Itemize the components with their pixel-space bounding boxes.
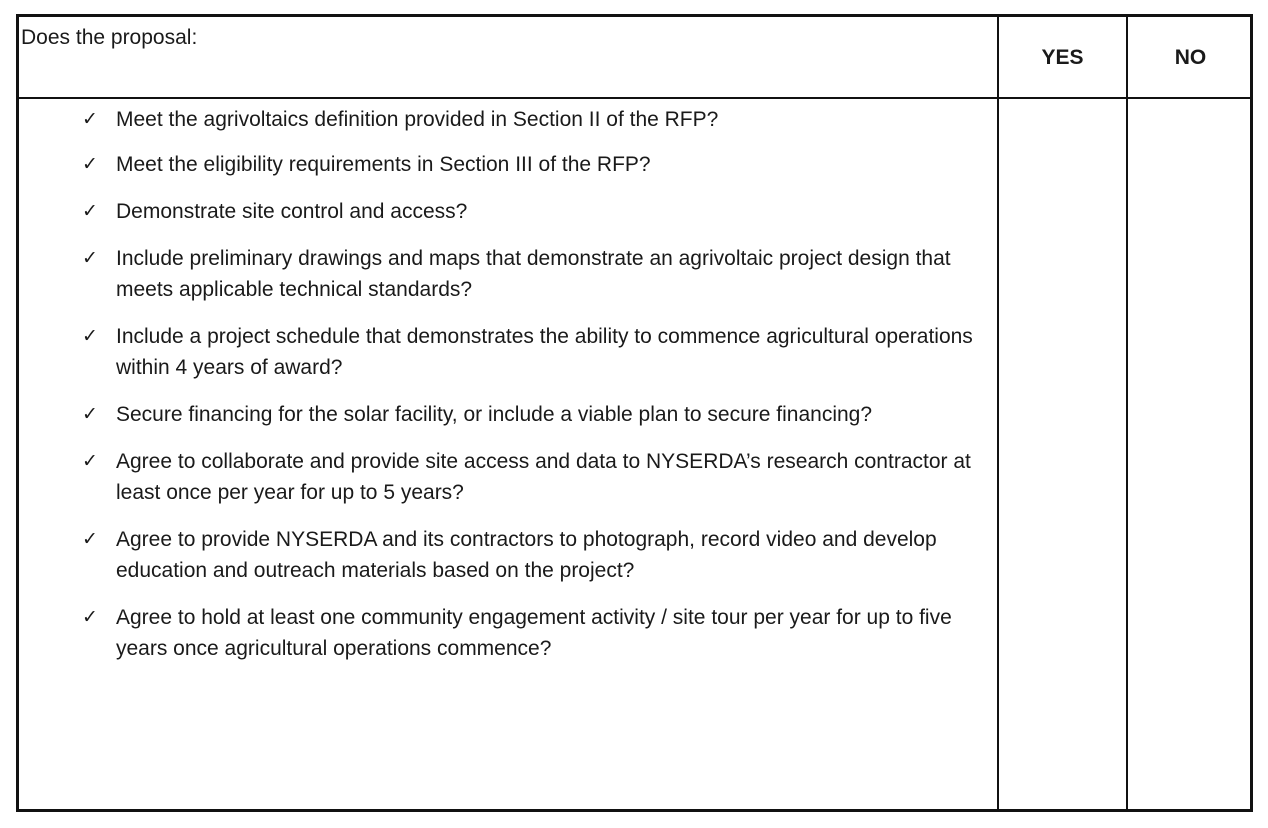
checkmark-icon: ✓ [82, 403, 98, 425]
criteria-item [19, 104, 997, 135]
criteria-text: Include a project schedule that demonstrates the ability to commence agricultural operations within 4 years of award? [116, 325, 973, 379]
criteria-text: Agree to hold at least one community engagement activity / site tour per year for up to five years once agricultural operations commence? [116, 606, 952, 660]
criteria-item [19, 524, 997, 586]
checkmark-icon: ✓ [82, 247, 98, 269]
criteria-list [19, 99, 997, 664]
criteria-item [19, 196, 997, 227]
no-column-divider [1126, 17, 1128, 809]
criteria-text: Include preliminary drawings and maps that demonstrate an agrivoltaic project design that meets applicable technical standards? [116, 247, 951, 301]
criteria-item [19, 602, 997, 664]
criteria-item [19, 321, 997, 383]
criteria-item [19, 149, 997, 180]
criteria-item [19, 399, 997, 430]
criteria-text: Secure financing for the solar facility, or include a viable plan to secure financing? [116, 403, 873, 426]
checkmark-icon: ✓ [82, 325, 98, 347]
checkmark-icon: ✓ [82, 606, 98, 628]
criteria-text: Demonstrate site control and access? [116, 200, 468, 223]
checkmark-icon: ✓ [82, 528, 98, 550]
eligibility-checklist-table [16, 14, 1253, 812]
yes-column-header: YES [1041, 46, 1084, 69]
table-header-row [19, 17, 1250, 99]
yes-column-divider [997, 17, 999, 809]
criteria-text: Meet the agrivoltaics definition provided in Section II of the RFP? [116, 108, 719, 131]
no-column-header: NO [1174, 46, 1207, 69]
criteria-text: Agree to provide NYSERDA and its contractors to photograph, record video and develop education and outreach materials based on the project? [116, 528, 937, 582]
criteria-text: Agree to collaborate and provide site access and data to NYSERDA’s research contractor at least once per year for up to 5 years? [116, 450, 971, 504]
checkmark-icon: ✓ [82, 450, 98, 472]
criteria-text: Meet the eligibility requirements in Section III of the RFP? [116, 153, 651, 176]
question-heading: Does the proposal: [21, 26, 198, 49]
checkmark-icon: ✓ [82, 108, 98, 130]
criteria-item [19, 446, 997, 508]
checkmark-icon: ✓ [82, 200, 98, 222]
checkmark-icon: ✓ [82, 153, 98, 175]
criteria-item [19, 243, 997, 305]
